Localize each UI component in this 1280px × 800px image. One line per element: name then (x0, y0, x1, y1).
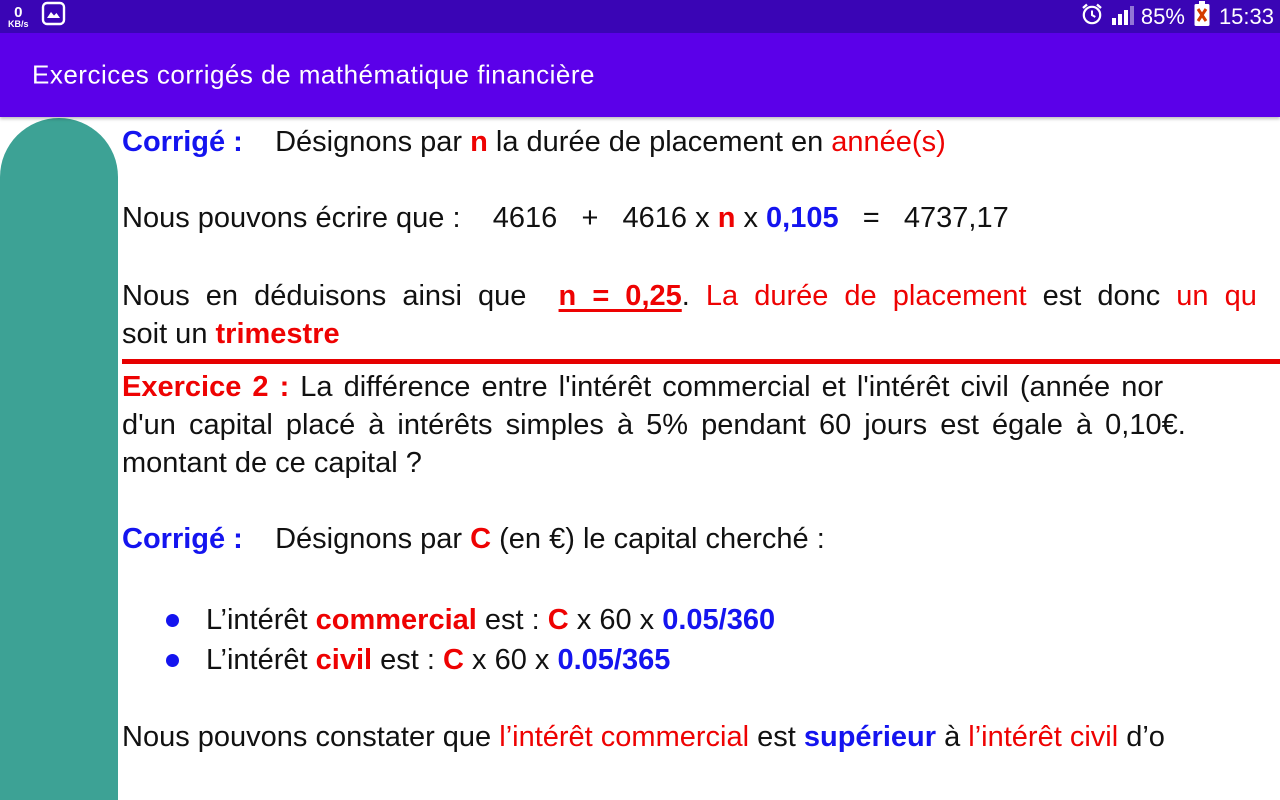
battery-percent: 85% (1140, 3, 1185, 29)
app-title: Exercices corrigés de mathématique financière (32, 59, 595, 90)
app-header (0, 33, 1280, 117)
equation-line: Nous pouvons écrire que : 4616 + 4616 x n x 0,105 = 4737,17 (122, 202, 1009, 234)
conclusion-line: Nous pouvons constater que l’intérêt commercial est supérieur à l’intérêt civil d’o (122, 721, 1165, 753)
battery-icon (1192, 0, 1212, 33)
network-speed-unit: KB/s (8, 19, 29, 29)
exercice-2-line-3: montant de ce capital ? (122, 447, 422, 479)
network-speed-indicator (8, 5, 29, 29)
alarm-icon (1079, 1, 1105, 32)
clock-time: 15:33 (1218, 3, 1274, 29)
document-page[interactable] (122, 117, 1280, 756)
gallery-icon (41, 1, 66, 31)
list-item-civil: L’intérêt civil est : C x 60 x 0.05/365 (122, 640, 1280, 680)
bullet-dot-icon (166, 614, 179, 627)
status-bar (0, 0, 1280, 33)
interest-bullet-list (122, 600, 1280, 680)
signal-icon (1112, 6, 1134, 28)
deduction-line-2: soit un trimestre (122, 318, 340, 350)
network-speed-value: 0 (14, 4, 23, 21)
teal-bookmark-shape (0, 118, 118, 800)
red-divider (122, 359, 1280, 364)
corrige-1-line: Corrigé : Désignons par n la durée de placement en année(s) (122, 126, 946, 158)
exercice-2-line-2: d'un capital placé à intérêts simples à 5% pendant 60 jours est égale à 0,10€. (122, 409, 1199, 441)
list-item-commercial: L’intérêt commercial est : C x 60 x 0.05/360 (122, 600, 1280, 640)
bullet-dot-icon (166, 654, 179, 667)
exercice-2-line-1: Exercice 2 : La différence entre l'intérêt commercial et l'intérêt civil (année nor (122, 371, 1164, 403)
corrige-2-line: Corrigé : Désignons par C (en €) le capital cherché : (122, 523, 825, 555)
deduction-line-1: Nous en déduisons ainsi que n = 0,25. La durée de placement est donc un qu (122, 280, 1257, 312)
